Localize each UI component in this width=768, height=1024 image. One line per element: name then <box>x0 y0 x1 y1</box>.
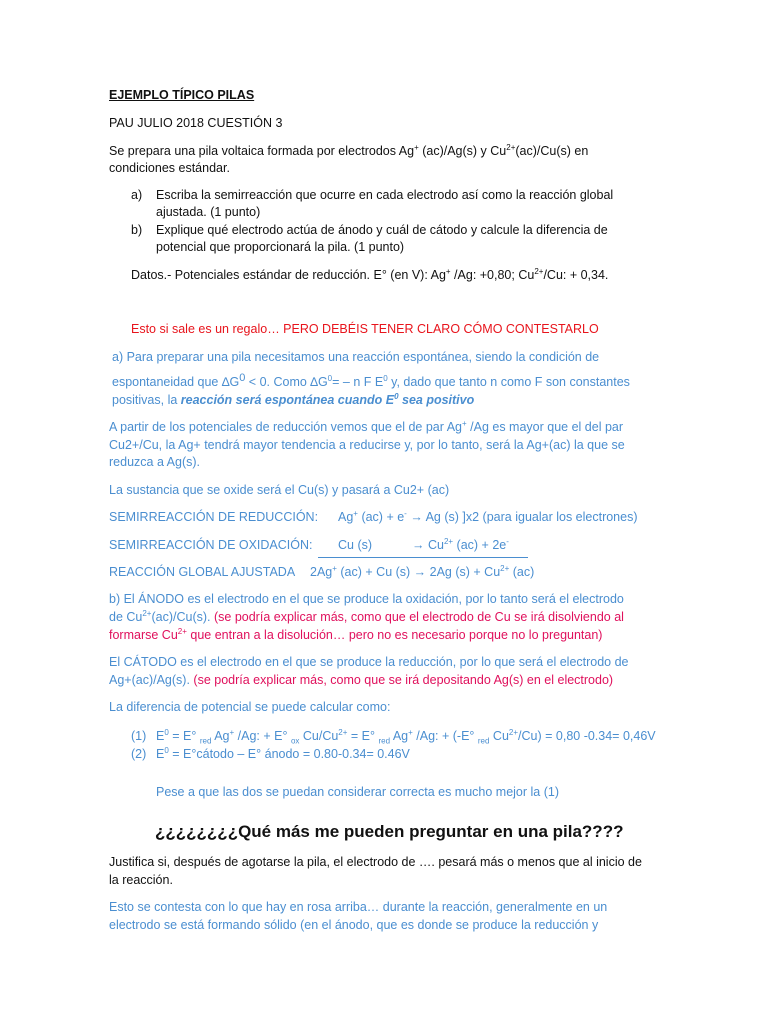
pese-line: Pese a que las dos se puedan considerar correcta es mucho mejor la (1) <box>156 785 559 799</box>
superscript: 0 <box>164 745 169 755</box>
oxidation-label: SEMIRREACCIÓN DE OXIDACIÓN: <box>109 538 313 552</box>
answer-text: positivas, la <box>112 393 181 407</box>
formula-text: = E° <box>347 729 379 743</box>
subscript: red <box>378 736 391 746</box>
answer-text: espontaneidad que <box>112 375 222 389</box>
catodo-text: Ag+(ac)/Ag(s). <box>109 673 194 687</box>
anodo-line-3 <box>109 626 602 644</box>
formula-text: E <box>156 729 165 743</box>
justifica-line-1: Justifica si, después de agotarse la pila, el electrodo de …. pesará más o menos que al inicio de <box>109 855 642 869</box>
answer-emphasis: reacción será espontánea cuando E <box>180 393 395 407</box>
subscript: red <box>199 736 212 746</box>
equation-text: (ac) + e <box>357 510 405 524</box>
superscript: + <box>229 727 235 737</box>
equation-text: (ac) <box>509 565 535 579</box>
question-b-line-1: Explique qué electrodo actúa de ánodo y cuál de cátodo y calcule la diferencia de <box>156 223 608 237</box>
answer-text: = – n F E <box>332 375 384 389</box>
anodo-text: (ac)/Cu(s). <box>151 610 214 624</box>
sum-line <box>318 557 528 558</box>
reduction-label: SEMIRREACCIÓN DE REDUCCIÓN: <box>109 510 319 524</box>
formula-text: /Cu) = 0,80 -0.34= 0,46V <box>518 729 656 743</box>
formula-text: Cu/Cu <box>299 729 339 743</box>
formula-2-number: (2) <box>131 747 147 761</box>
superscript: - <box>404 508 407 518</box>
anodo-note: (se podría explicar más, como que el electrodo de Cu se irá disolviendo al <box>213 610 624 624</box>
contesta-line-1: Esto se contesta con lo que hay en rosa arriba… durante la reacción, generalmente en un <box>109 900 608 914</box>
regalo-note: Esto si sale es un regalo… PERO DEBÉIS TENER CLARO CÓMO CONTESTARLO <box>131 322 599 336</box>
question-a-marker: a) <box>131 188 143 202</box>
superscript: + <box>462 418 467 428</box>
answer-a-line-2 <box>112 373 630 391</box>
catodo-note: (se podría explicar más, como que se irá depositando Ag(s) en el electrodo) <box>193 673 614 687</box>
catodo-line-1: El CÁTODO es el electrodo en el que se produce la reducción, por lo que será el electrodo de <box>109 655 629 669</box>
datos-line <box>131 266 608 284</box>
diferencia-line: La diferencia de potencial se puede calcular como: <box>109 700 391 714</box>
formula-text: Cu <box>489 729 509 743</box>
answer-text: < 0. Como <box>245 375 311 389</box>
delta-g-symbol: ∆G <box>310 375 328 389</box>
partir-line-1 <box>109 418 623 436</box>
reduction-equation <box>338 508 638 526</box>
anodo-line-2 <box>109 608 624 626</box>
superscript: 2+ <box>177 626 187 636</box>
superscript: + <box>408 727 413 737</box>
anodo-line-1: b) El ÁNODO es el electrodo en el que se produce la oxidación, por lo tanto será el electrodo <box>109 592 624 606</box>
superscript: 0 <box>239 371 246 384</box>
answer-a-line-1: a) Para preparar una pila necesitamos una reacción espontánea, siendo la condición de <box>112 350 600 364</box>
datos-text: /Ag: +0,80; Cu <box>450 268 535 282</box>
formula-text: E <box>156 747 165 761</box>
partir-text: /Ag es mayor que el del par <box>466 420 624 434</box>
intro-line-2: condiciones estándar. <box>109 161 230 175</box>
superscript: + <box>414 142 419 152</box>
section-heading: ¿¿¿¿¿¿¿¿Qué más me pueden preguntar en una pila???? <box>155 822 624 841</box>
question-b-marker: b) <box>131 223 143 237</box>
anodo-note: que entran a la disolución… pero no es necesario porque no lo preguntan) <box>186 628 603 642</box>
equation-text: Ag <box>338 510 354 524</box>
intro-line-1 <box>109 142 588 160</box>
formula-1 <box>156 727 656 745</box>
intro-text: (ac)/Cu(s) en <box>515 144 589 158</box>
subscript: red <box>477 736 490 746</box>
formula-text: Ag <box>211 729 230 743</box>
equation-text: → Cu <box>412 538 444 552</box>
document-subtitle: PAU JULIO 2018 CUESTIÓN 3 <box>109 116 283 130</box>
superscript: 2+ <box>534 266 544 276</box>
equation-text: 2Ag <box>310 565 333 579</box>
superscript: + <box>353 508 358 518</box>
question-b-line-2: potencial que proporcionará la pila. (1 punto) <box>156 240 405 254</box>
intro-text: (ac)/Ag(s) y Cu <box>418 144 507 158</box>
formula-1-number: (1) <box>131 729 147 743</box>
justifica-line-2: la reacción. <box>109 873 173 887</box>
contesta-line-2: electrodo se está formando sólido (en el ánodo, que es donde se produce la reducción y <box>109 918 599 932</box>
global-equation <box>310 563 534 581</box>
superscript: + <box>445 266 451 276</box>
superscript: 0 <box>164 727 169 737</box>
global-label: REACCIÓN GLOBAL AJUSTADA <box>109 565 296 579</box>
oxide-line: La sustancia que se oxide será el Cu(s) y pasará a Cu2+ (ac) <box>109 483 450 497</box>
anodo-text: de Cu <box>109 610 143 624</box>
formula-text: /Ag: + E° <box>234 729 291 743</box>
superscript: - <box>506 536 509 546</box>
partir-line-3: reduzca a Ag(s). <box>109 455 201 469</box>
oxidation-product <box>412 536 509 554</box>
equation-text: → Ag (s) ]x2 (para igualar los electrones) <box>406 510 638 524</box>
anodo-note: formarse Cu <box>109 628 178 642</box>
superscript: 2+ <box>443 536 454 546</box>
delta-g-symbol: ∆G <box>221 375 240 389</box>
formula-2 <box>156 745 410 763</box>
formula-text: = E°cátodo – E° ánodo = 0.80-0.34= 0.46V <box>168 747 410 761</box>
document-title: EJEMPLO TÍPICO PILAS <box>109 88 255 102</box>
equation-text: (ac) + Cu (s) → 2Ag (s) + Cu <box>336 565 501 579</box>
catodo-line-2 <box>109 671 613 689</box>
formula-text: /Ag: + (-E° <box>412 729 478 743</box>
superscript: 0 <box>394 391 399 401</box>
partir-text: A partir de los potenciales de reducción vemos que el de par Ag <box>109 420 462 434</box>
datos-text: Datos.- Potenciales estándar de reducción. E° (en V): Ag <box>131 268 446 282</box>
question-a-line-1: Escriba la semirreacción que ocurre en cada electrodo así como la reacción global <box>156 188 614 202</box>
partir-line-2: Cu2+/Cu, la Ag+ tendrá mayor tendencia a reducirse y, por lo tanto, será la Ag+(ac) la que se <box>109 438 625 452</box>
subscript: ox <box>290 736 300 746</box>
superscript: 2+ <box>500 563 510 573</box>
oxidation-reactant: Cu (s) <box>338 538 373 552</box>
equation-text: (ac) + 2e <box>453 538 507 552</box>
superscript: 2+ <box>508 727 519 737</box>
superscript: + <box>332 563 337 573</box>
answer-a-line-3 <box>112 391 474 409</box>
datos-text: /Cu: + 0,34. <box>543 268 609 282</box>
answer-text: y, dado que tanto n como F son constantes <box>387 375 630 389</box>
formula-text: = E° <box>168 729 200 743</box>
superscript: 2+ <box>338 727 348 737</box>
superscript: 0 <box>327 373 333 383</box>
superscript: 0 <box>383 373 388 383</box>
question-a-line-2: ajustada. (1 punto) <box>156 205 261 219</box>
superscript: 2+ <box>506 142 516 152</box>
intro-text: Se prepara una pila voltaica formada por electrodos Ag <box>109 144 415 158</box>
answer-emphasis: sea positivo <box>398 393 475 407</box>
formula-text: Ag <box>390 729 409 743</box>
superscript: 2+ <box>142 608 152 618</box>
